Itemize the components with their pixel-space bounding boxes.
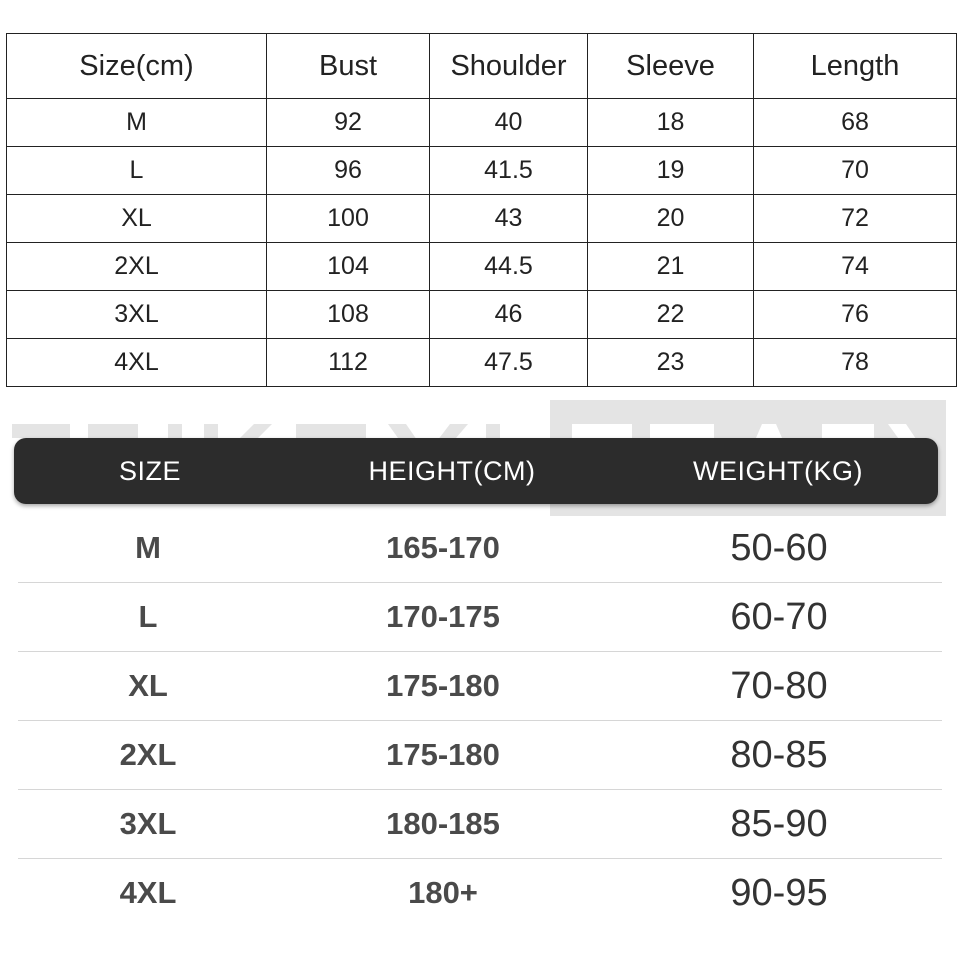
fit-guide-header <box>14 438 938 504</box>
header-size-label: SIZE <box>118 456 182 486</box>
list-item <box>18 790 942 859</box>
fit-height: 180-185 <box>386 806 500 841</box>
cell-bust: 104 <box>267 243 430 291</box>
header-sleeve: Sleeve <box>588 34 754 99</box>
cell-length: 68 <box>754 99 957 147</box>
fit-weight: 50-60 <box>730 527 828 569</box>
table-row <box>7 147 957 195</box>
cell-size: 2XL <box>7 243 267 291</box>
cell-length: 72 <box>754 195 957 243</box>
table-row <box>7 291 957 339</box>
cell-bust: 112 <box>267 339 430 387</box>
cell-sleeve: 22 <box>588 291 754 339</box>
fit-height: 180+ <box>408 875 478 910</box>
cell-sleeve: 18 <box>588 99 754 147</box>
header-size: Size(cm) <box>7 34 267 99</box>
fit-weight: 90-95 <box>730 872 828 914</box>
fit-size: M <box>135 530 161 565</box>
cell-size: L <box>7 147 267 195</box>
cell-shoulder: 44.5 <box>430 243 588 291</box>
cell-length: 70 <box>754 147 957 195</box>
cell-length: 76 <box>754 291 957 339</box>
fit-weight: 70-80 <box>730 665 828 707</box>
fit-weight: 85-90 <box>730 803 828 845</box>
list-item <box>18 514 942 583</box>
header-length: Length <box>754 34 957 99</box>
cell-size: 3XL <box>7 291 267 339</box>
header-bust: Bust <box>267 34 430 99</box>
fit-size: 3XL <box>119 806 177 841</box>
fit-size: XL <box>128 668 168 703</box>
table-row <box>7 99 957 147</box>
fit-size: L <box>138 599 158 634</box>
cell-length: 74 <box>754 243 957 291</box>
measurement-header-row <box>7 34 957 99</box>
cell-bust: 100 <box>267 195 430 243</box>
list-item <box>18 721 942 790</box>
cell-bust: 92 <box>267 99 430 147</box>
cell-sleeve: 23 <box>588 339 754 387</box>
fit-size: 4XL <box>119 875 177 910</box>
fit-height: 170-175 <box>386 599 500 634</box>
cell-sleeve: 20 <box>588 195 754 243</box>
cell-shoulder: 46 <box>430 291 588 339</box>
table-row <box>7 243 957 291</box>
cell-bust: 108 <box>267 291 430 339</box>
measurement-table <box>6 33 957 387</box>
list-item <box>18 859 942 927</box>
fit-weight: 80-85 <box>730 734 828 776</box>
cell-shoulder: 40 <box>430 99 588 147</box>
list-item <box>18 583 942 652</box>
fit-size: 2XL <box>119 737 177 772</box>
cell-bust: 96 <box>267 147 430 195</box>
cell-shoulder: 47.5 <box>430 339 588 387</box>
cell-sleeve: 19 <box>588 147 754 195</box>
cell-size: XL <box>7 195 267 243</box>
cell-sleeve: 21 <box>588 243 754 291</box>
header-shoulder: Shoulder <box>430 34 588 99</box>
table-row <box>7 195 957 243</box>
cell-shoulder: 43 <box>430 195 588 243</box>
cell-size: 4XL <box>7 339 267 387</box>
cell-length: 78 <box>754 339 957 387</box>
cell-size: M <box>7 99 267 147</box>
fit-height: 165-170 <box>386 530 500 565</box>
fit-height: 175-180 <box>386 668 500 703</box>
fit-height: 175-180 <box>386 737 500 772</box>
cell-shoulder: 41.5 <box>430 147 588 195</box>
list-item <box>18 652 942 721</box>
header-weight-label: WEIGHT(KG) <box>693 456 863 486</box>
fit-weight: 60-70 <box>730 596 828 638</box>
table-row <box>7 339 957 387</box>
fit-guide-list <box>18 514 942 927</box>
header-height-label: HEIGHT(CM) <box>368 456 536 486</box>
